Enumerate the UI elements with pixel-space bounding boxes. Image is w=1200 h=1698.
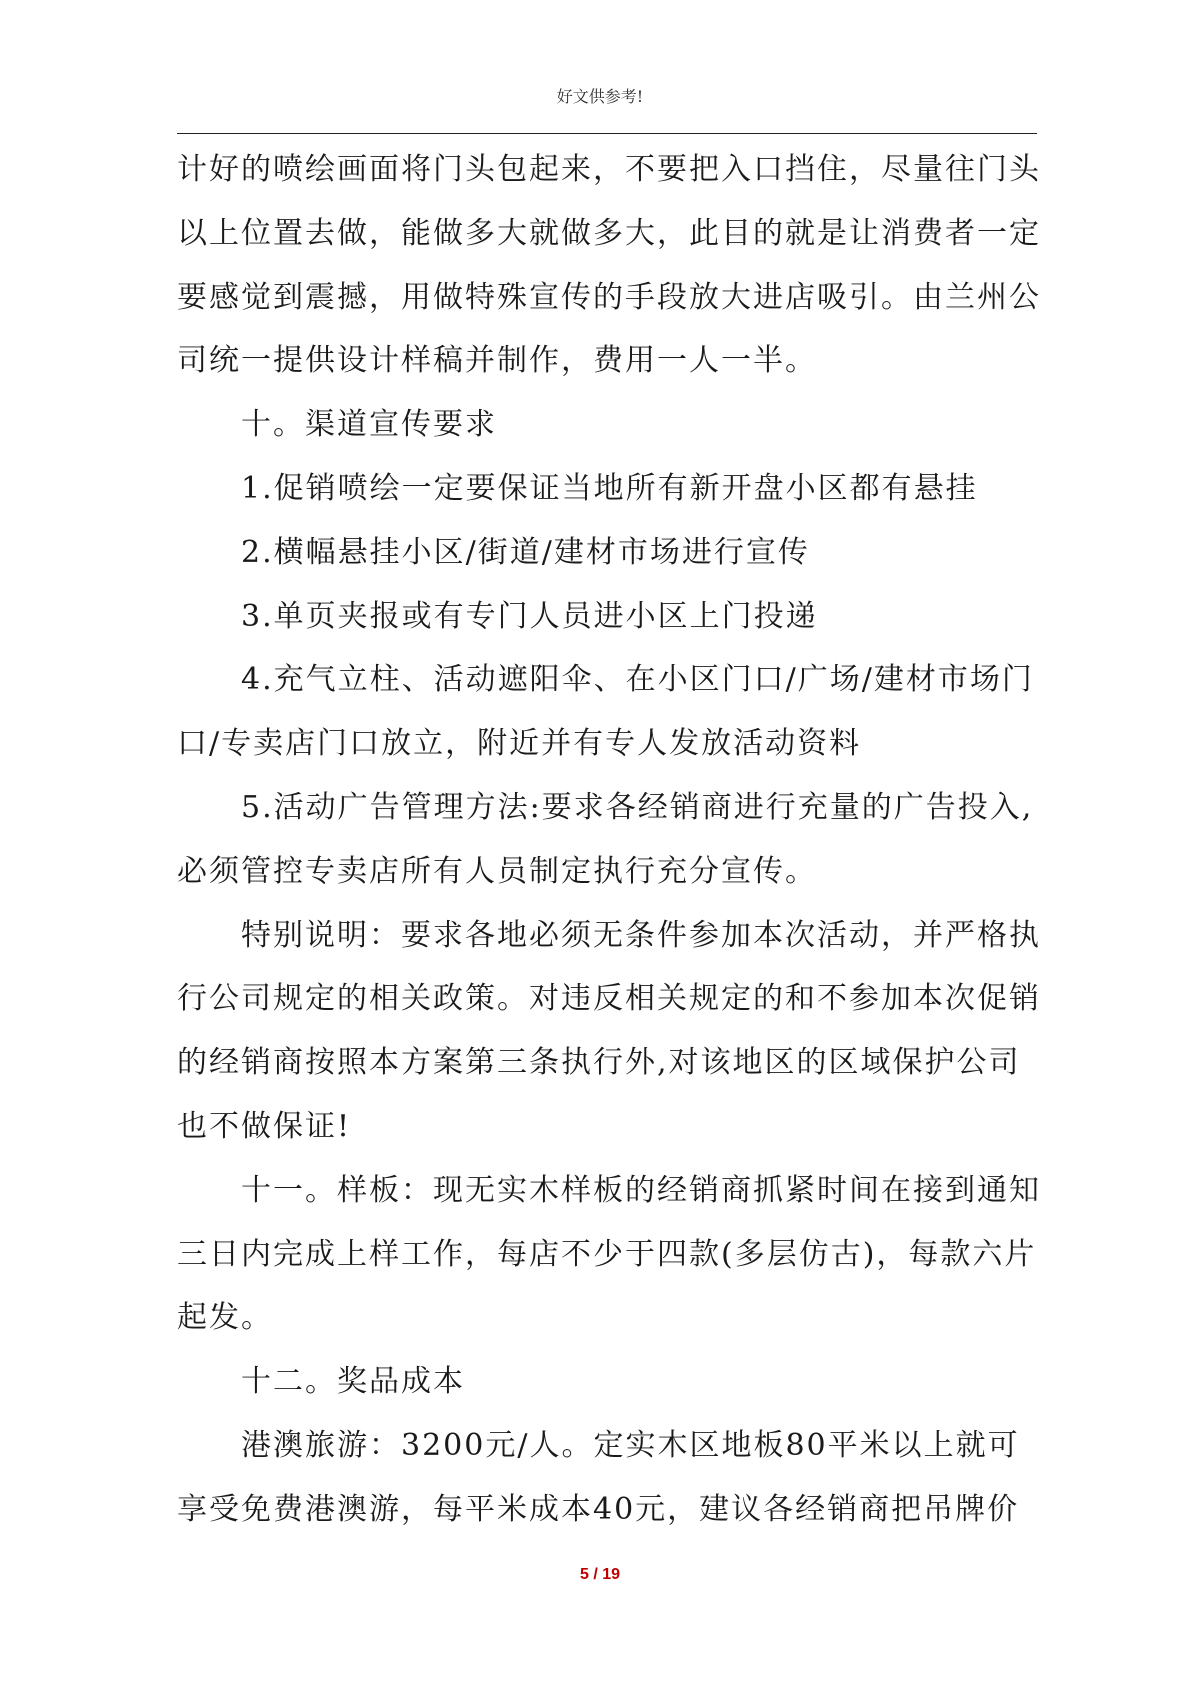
header-divider — [177, 133, 1037, 134]
body-line: 行公司规定的相关政策。对违反相关规定的和不参加本次促销 — [177, 981, 1041, 1017]
body-line: 特别说明：要求各地必须无条件参加本次活动，并严格执 — [241, 917, 1041, 953]
list-item: 1.促销喷绘一定要保证当地所有新开盘小区都有悬挂 — [241, 470, 978, 506]
body-line: 也不做保证! — [177, 1108, 352, 1144]
body-line: 三日内完成上样工作，每店不少于四款(多层仿古)，每款六片 — [177, 1236, 1037, 1272]
body-line: 港澳旅游：3200元/人。定实木区地板80平米以上就可 — [241, 1427, 1020, 1463]
body-line: 必须管控专卖店所有人员制定执行充分宣传。 — [177, 853, 817, 889]
body-line: 的经销商按照本方案第三条执行外,对该地区的区域保护公司 — [177, 1045, 1021, 1081]
body-line: 享受免费港澳游，每平米成本40元，建议各经销商把吊牌价 — [177, 1491, 1020, 1527]
body-line: 计好的喷绘画面将门头包起来，不要把入口挡住，尽量往门头 — [177, 152, 1041, 187]
page-number: 5 / 19 — [579, 1566, 621, 1583]
section-heading: 十。渠道宣传要求 — [241, 407, 497, 443]
document-body — [177, 138, 1041, 1542]
body-line: 起发。 — [177, 1300, 273, 1336]
section-heading: 十一。样板：现无实木样板的经销商抓紧时间在接到通知 — [241, 1172, 1041, 1208]
section-heading: 十二。奖品成本 — [241, 1364, 465, 1400]
body-line: 口/专卖店门口放立，附近并有专人发放活动资料 — [177, 726, 862, 762]
list-item: 2.横幅悬挂小区/街道/建材市场进行宣传 — [241, 534, 810, 570]
list-item: 3.单页夹报或有专门人员进小区上门投递 — [241, 598, 818, 634]
list-item: 4.充气立柱、活动遮阳伞、在小区门口/广场/建材市场门 — [241, 662, 1034, 698]
list-item: 5.活动广告管理方法:要求各经销商进行充量的广告投入, — [241, 789, 1034, 825]
page-header: 好文供参考! — [556, 87, 644, 106]
body-line: 司统一提供设计样稿并制作，费用一人一半。 — [177, 343, 817, 379]
body-line: 要感觉到震撼，用做特殊宣传的手段放大进店吸引。由兰州公 — [177, 279, 1041, 315]
body-line: 以上位置去做，能做多大就做多大，此目的就是让消费者一定 — [177, 215, 1041, 251]
